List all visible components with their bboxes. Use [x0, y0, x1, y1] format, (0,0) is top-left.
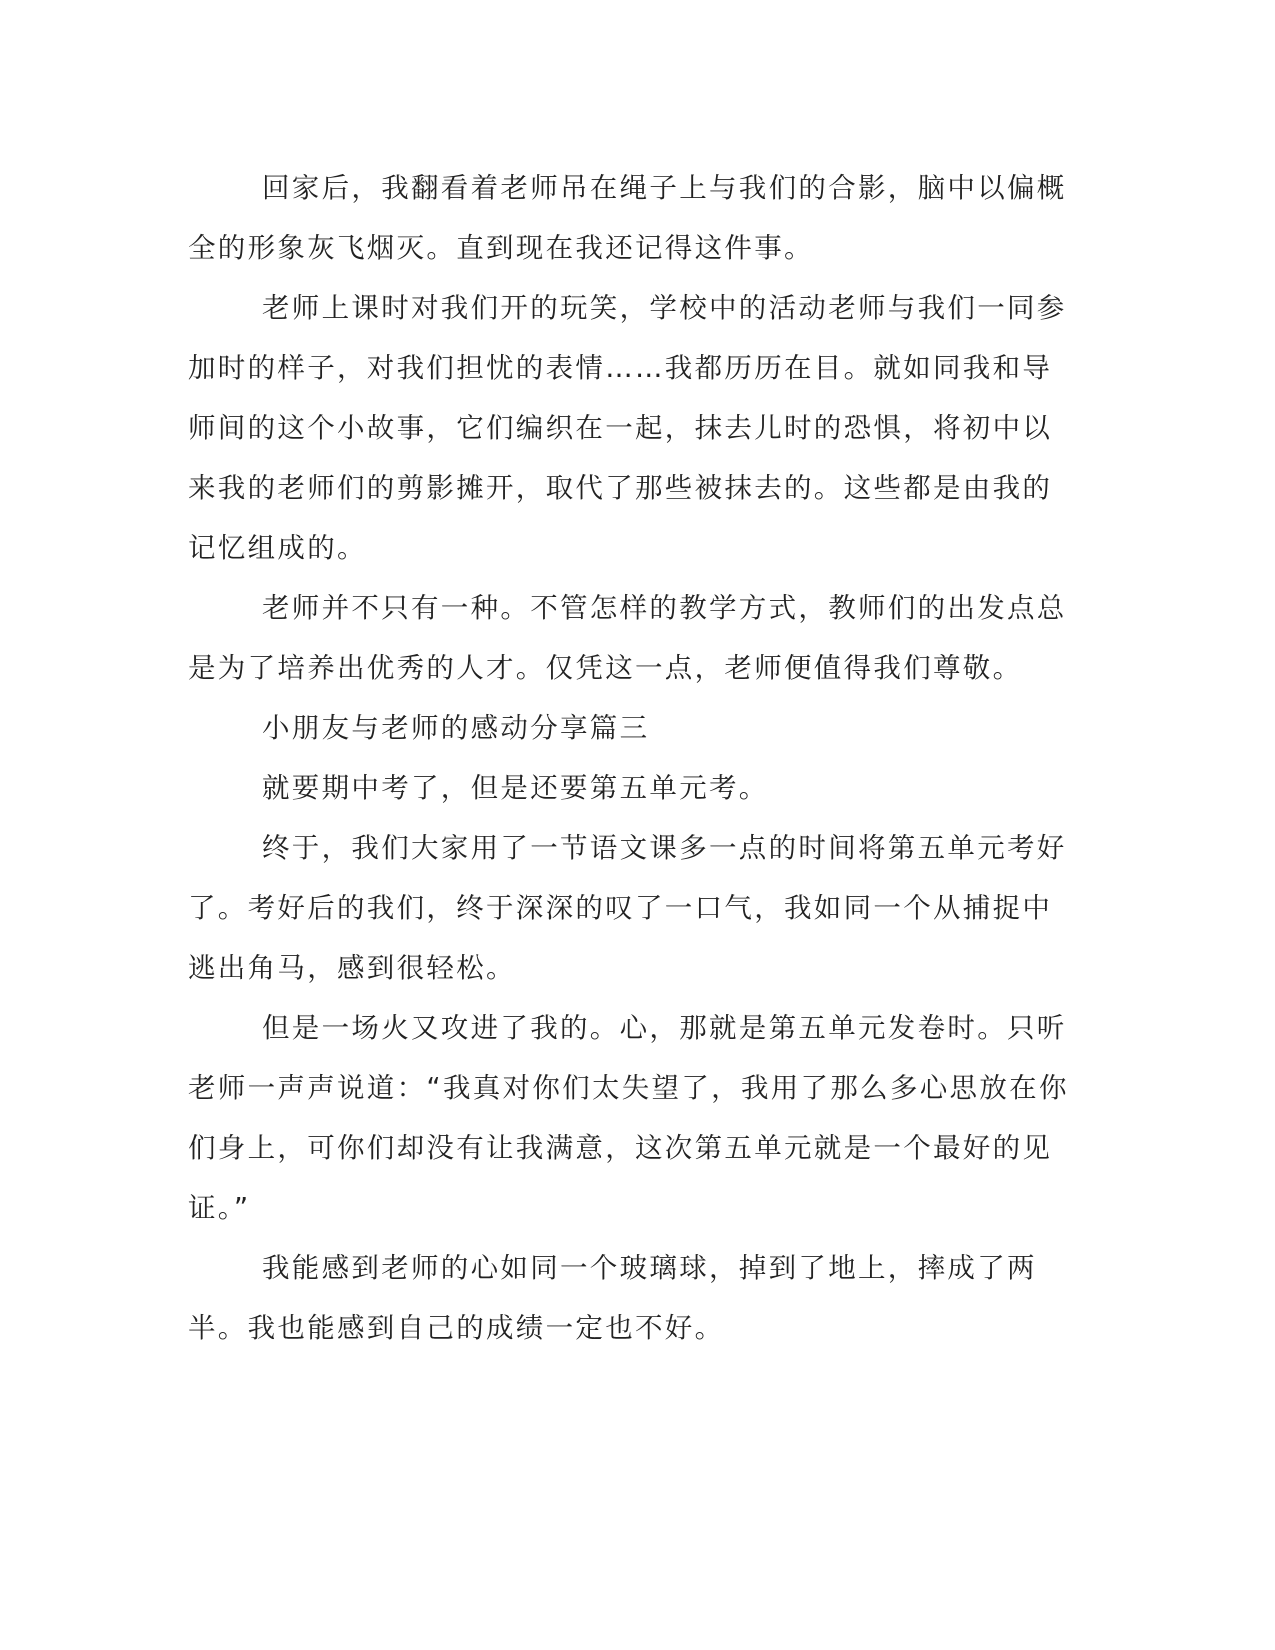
section-heading: 小朋友与老师的感动分享篇三: [262, 712, 650, 744]
paragraph-3: 老师并不只有一种。不管怎样的教学方式，教师们的出发点总是为了培养出优秀的人才。仅凭这一点，老师便值得我们尊敬。: [188, 592, 1067, 684]
paragraph-6: 但是一场火又攻进了我的。心，那就是第五单元发卷时。只听老师一声声说道：“我真对你们太失望了，我用了那么多心思放在你们身上，可你们却没有让我满意，这次第五单元就是一个最好的见证。”: [188, 1012, 1069, 1224]
paragraph-5: 终于，我们大家用了一节语文课多一点的时间将第五单元考好了。考好后的我们，终于深深的叹了一口气，我如同一个从捕捉中逃出角马，感到很轻松。: [188, 832, 1067, 984]
paragraph-7: 我能感到老师的心如同一个玻璃球，掉到了地上，摔成了两半。我也能感到自己的成绩一定也不好。: [188, 1252, 1037, 1344]
paragraph-4: 就要期中考了，但是还要第五单元考。: [262, 772, 769, 804]
paragraph-2: 老师上课时对我们开的玩笑，学校中的活动老师与我们一同参加时的样子，对我们担忧的表情……我都历历在目。就如同我和导师间的这个小故事，它们编织在一起，抹去儿时的恐惧，将初中以来我的老师们的剪影摊开，取代了那些被抹去的。这些都是由我的记忆组成的。: [188, 292, 1067, 564]
document-body: [188, 158, 1078, 1358]
paragraph-1: 回家后，我翻看着老师吊在绳子上与我们的合影，脑中以偏概全的形象灰飞烟灭。直到现在我还记得这件事。: [188, 172, 1067, 264]
